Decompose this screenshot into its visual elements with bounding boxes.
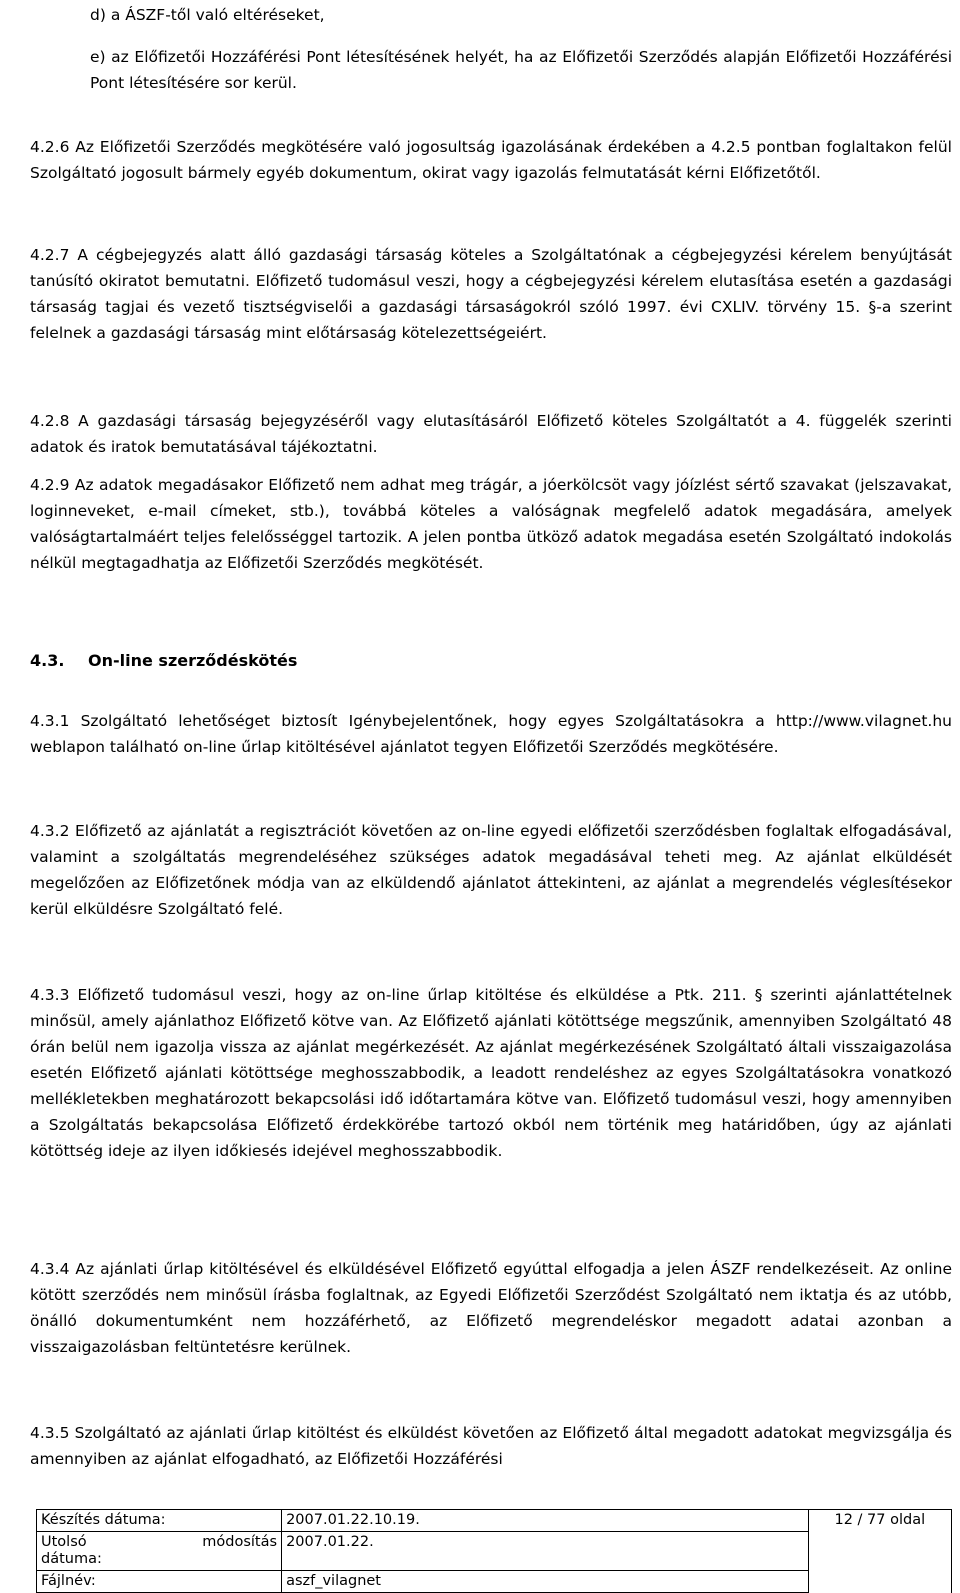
paragraph-4-2-7: 4.2.7 A cégbejegyzés alatt álló gazdasági társaság köteles a Szolgáltatónak a cégbejegyzési kérelem benyújtását tanúsító okiratot bemutatni. Előfizető tudomásul veszi, hogy a cégbejegyzési kérelem elutasítása esetén a gazdasági társaság tagjai és vezető tisztségviselői a gazdasági társaságokról szóló 1997. évi CXLIV. törvény 15. §-a szerint felelnek a gazdasági társaság mint előtársaság kötelezettségeiért. (30, 246, 952, 342)
modified-label-1: Utolsó (41, 1534, 87, 1550)
paragraph-4-2-8: 4.2.8 A gazdasági társaság bejegyzéséről vagy elutasításáról Előfizető köteles Szolgáltatót a 4. függelék szerinti adatok és iratok bemutatásával tájékoztatni. (30, 412, 952, 456)
paragraph-4-3-1: 4.3.1 Szolgáltató lehetőséget biztosít Igénybejelentőnek, hogy egyes Szolgáltatásokra a http://www.vilagnet.hu weblapon található on-line űrlap kitöltésével ajánlatot tegyen Előfizetői Szerződés megkötésére. (30, 712, 952, 756)
paragraph-4-3-2: 4.3.2 Előfizető az ajánlatát a regisztrációt követően az on-line egyedi előfizetői szerződésben foglaltak elfogadásával, valamint a szolgáltatás megrendeléséhez szükséges adatok megadásával teheti meg. Az ajánlat elküldését megelőzően az Előfizetőnek módja van az elküldendő ajánlatot áttekinteni, az ajánlat a megrendelés véglesítésekor kerül elküldésre Szolgáltató felé. (30, 822, 952, 918)
file-label: Fájlnév: (37, 1571, 282, 1593)
paragraph-4-3-4: 4.3.4 Az ajánlati űrlap kitöltésével és elküldésével Előfizető egyúttal elfogadja a jelen ÁSZF rendelkezéseit. Az online kötött szerződés nem minősül írásba foglaltnak, az Egyedi Előfizetői Szerződést Szolgáltató nem iktatja és az utóbb, önálló dokumentumként nem hozzáférhető, az Előfizető megrendeléskor megadott adatai azonban a visszaigazolásban feltüntetésre kerülnek. (30, 1260, 952, 1356)
paragraph-4-3-5: 4.3.5 Szolgáltató az ajánlati űrlap kitöltést és elküldést követően az Előfizető által megadott adatokat megvizsgálja és amennyiben az ajánlat elfogadható, az Előfizetői Hozzáférési (30, 1424, 952, 1468)
created-value: 2007.01.22.10.19. (282, 1510, 809, 1532)
list-item-d: d) a ÁSZF-től való eltéréseket, (90, 6, 325, 24)
section-heading (30, 648, 297, 674)
modified-value: 2007.01.22. (282, 1532, 809, 1571)
footer-table (36, 1509, 952, 1593)
section-number: 4.3. (30, 651, 65, 670)
paragraph-4-2-9: 4.2.9 Az adatok megadásakor Előfizető nem adhat meg trágár, a jóerkölcsöt vagy jóízlést sértő szavakat (jelszavakat, loginneveket, e-mail címeket, stb.), továbbá köteles a valóságnak megfelelő adatok megadására, amelyek valóságtartalmáért teljes felelősséggel tartozik. A jelen pontba ütköző adatok megadása esetén Szolgáltató indokolás nélkül megtagadhatja az Előfizetői Szerződés megkötését. (30, 476, 952, 572)
section-title: On-line szerződéskötés (88, 651, 298, 670)
modified-label-2: módosítás (202, 1534, 278, 1550)
page-indicator: 12 / 77 oldal (808, 1510, 951, 1593)
file-value: aszf_vilagnet (282, 1571, 809, 1593)
created-label: Készítés dátuma: (37, 1510, 282, 1532)
modified-label-3: dátuma: (41, 1551, 102, 1567)
paragraph-4-3-3: 4.3.3 Előfizető tudomásul veszi, hogy az on-line űrlap kitöltése és elküldése a Ptk. 211. § szerinti ajánlattételnek minősül, amely ajánlathoz Előfizető kötve van. Az Előfizető ajánlati kötöttsége megszűnik, amennyiben Szolgáltató 48 órán belül nem igazolja vissza az ajánlat megérkezését. Az ajánlat megérkezésének Szolgáltató általi visszaigazolása esetén Előfizető ajánlati kötöttsége meghosszabbodik, a leadott rendeléshez az egyes Szolgáltatásokra vonatkozó mellékletekben meghatározott bekapcsolási idő időtartamára kötve van. Előfizető tudomásul veszi, hogy amennyiben a Szolgáltatás bekapcsolása Előfizető érdekkörébe tartozó okból nem történik meg határidőben, úgy az ajánlati kötöttség ideje az ilyen időkiesés idejével meghosszabbodik. (30, 986, 952, 1160)
list-item-e: e) az Előfizetői Hozzáférési Pont létesítésének helyét, ha az Előfizetői Szerződés alapján Előfizetői Hozzáférési Pont létesítésére sor kerül. (90, 48, 952, 92)
modified-label (37, 1532, 282, 1571)
paragraph-4-2-6: 4.2.6 Az Előfizetői Szerződés megkötésére való jogosultság igazolásának érdekében a 4.2.5 pontban foglaltakon felül Szolgáltató jogosult bármely egyéb dokumentum, okirat vagy igazolás felmutatását kérni Előfizetőtől. (30, 138, 952, 182)
